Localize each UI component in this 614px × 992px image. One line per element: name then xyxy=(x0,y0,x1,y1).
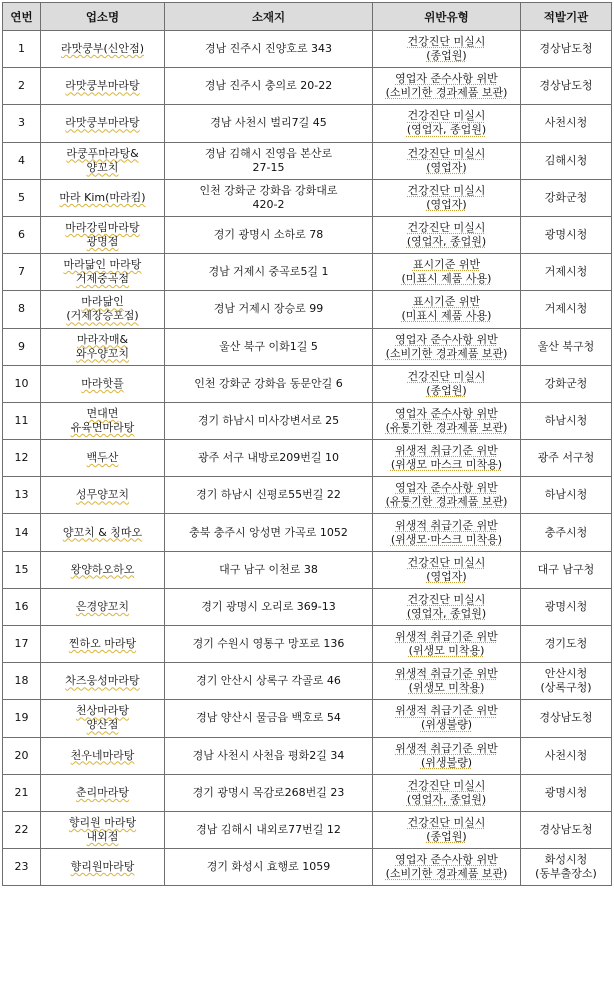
cell-address xyxy=(165,514,373,551)
cell-violation-text: 위생적 취급기준 위반 (위생모·마스크 미착용) xyxy=(390,518,503,546)
cell-agency xyxy=(521,737,612,774)
table-row xyxy=(3,588,612,625)
cell-address xyxy=(165,700,373,737)
cell-address xyxy=(165,588,373,625)
cell-violation-text: 건강진단 미실시 (영업자, 종업원) xyxy=(406,221,487,249)
cell-address-text: 경남 거제시 중곡로5길 1 xyxy=(208,265,329,279)
cell-name-text: 라맛쿵부마라탕 xyxy=(65,79,140,93)
table-row xyxy=(3,774,612,811)
cell-address-text: 광주 서구 내방로209번길 10 xyxy=(197,451,340,465)
cell-name xyxy=(41,31,165,68)
table-row xyxy=(3,737,612,774)
table-row xyxy=(3,179,612,216)
cell-no xyxy=(3,588,41,625)
cell-name xyxy=(41,142,165,179)
cell-violation-text: 건강진단 미실시 (영업자, 종업원) xyxy=(406,109,487,137)
cell-violation xyxy=(373,402,521,439)
cell-violation xyxy=(373,849,521,886)
cell-address-text: 경기 안산시 상록구 각골로 46 xyxy=(196,674,341,688)
table-row xyxy=(3,514,612,551)
cell-agency xyxy=(521,31,612,68)
cell-agency-text: 광명시청 xyxy=(544,785,588,799)
cell-no xyxy=(3,31,41,68)
cell-address-text: 경남 김해시 내외로77번길 12 xyxy=(196,823,341,837)
cell-agency-text: 경기도청 xyxy=(544,637,588,651)
cell-agency-text: 광명시청 xyxy=(544,599,588,613)
cell-name xyxy=(41,514,165,551)
cell-name-text: 은경양꼬치 xyxy=(75,599,130,613)
cell-address-text: 경남 진주시 충의로 20-22 xyxy=(204,79,333,93)
cell-no xyxy=(3,514,41,551)
cell-agency xyxy=(521,216,612,253)
cell-violation xyxy=(373,737,521,774)
cell-agency-text: 거제시청 xyxy=(544,265,588,279)
cell-agency-text: 화성시청 (동부출장소) xyxy=(535,853,597,881)
cell-no xyxy=(3,179,41,216)
cell-violation-text: 건강진단 미실시 (영업자) xyxy=(407,146,486,174)
table-row xyxy=(3,477,612,514)
cell-no-text: 11 xyxy=(14,413,29,427)
cell-name-text: 천우네마라탕 xyxy=(70,748,135,762)
cell-name-text: 라맛쿵부마라탕 xyxy=(65,116,140,130)
cell-no-text: 13 xyxy=(14,488,29,502)
cell-address-text: 경남 사천시 벌리7길 45 xyxy=(210,116,327,130)
cell-no-text: 20 xyxy=(14,748,29,762)
cell-no-text: 14 xyxy=(14,525,29,539)
cell-agency-text: 광주 서구청 xyxy=(537,451,595,465)
table-row xyxy=(3,254,612,291)
cell-violation xyxy=(373,365,521,402)
table-row xyxy=(3,849,612,886)
cell-address xyxy=(165,626,373,663)
cell-address-text: 경남 거제시 장승로 99 xyxy=(213,302,324,316)
cell-no-text: 17 xyxy=(14,637,29,651)
cell-agency-text: 대구 남구청 xyxy=(537,562,595,576)
cell-agency-text: 사천시청 xyxy=(544,748,588,762)
cell-address xyxy=(165,737,373,774)
cell-agency-text: 하남시청 xyxy=(544,488,588,502)
cell-violation-text: 건강진단 미실시 (영업자) xyxy=(407,555,486,583)
cell-no xyxy=(3,477,41,514)
cell-agency xyxy=(521,440,612,477)
cell-violation-text: 건강진단 미실시 (영업자) xyxy=(407,183,486,211)
cell-agency xyxy=(521,626,612,663)
cell-agency-text: 경상남도청 xyxy=(539,42,593,56)
violation-table xyxy=(2,2,612,886)
cell-address-text: 울산 북구 이화1길 5 xyxy=(219,339,318,353)
cell-address xyxy=(165,477,373,514)
cell-no-text: 4 xyxy=(18,153,25,167)
cell-address xyxy=(165,216,373,253)
cell-name-text: 찐하오 마라탕 xyxy=(68,637,137,651)
cell-address-text: 경기 광명시 목감로268번길 23 xyxy=(192,785,345,799)
cell-address-text: 경기 하남시 미사강변서로 25 xyxy=(197,413,340,427)
cell-name-text: 마라닮인 (거제장승포점) xyxy=(66,295,139,323)
cell-no xyxy=(3,254,41,291)
cell-no xyxy=(3,328,41,365)
cell-agency-text: 경상남도청 xyxy=(539,79,593,93)
cell-agency-text: 울산 북구청 xyxy=(537,339,595,353)
cell-agency xyxy=(521,588,612,625)
cell-violation-text: 표시기준 위반 (미표시 제품 사용) xyxy=(401,258,492,286)
cell-no xyxy=(3,402,41,439)
cell-name xyxy=(41,849,165,886)
cell-no xyxy=(3,105,41,142)
cell-agency xyxy=(521,365,612,402)
cell-no xyxy=(3,737,41,774)
header-agency: 적발기관 xyxy=(521,3,612,31)
table-row xyxy=(3,365,612,402)
cell-name xyxy=(41,663,165,700)
cell-name xyxy=(41,365,165,402)
cell-address-text: 인천 강화군 강화읍 강화대로 420-2 xyxy=(199,183,338,211)
cell-name-text: 천상마라탕 양산점 xyxy=(75,704,130,732)
cell-no-text: 18 xyxy=(14,674,29,688)
cell-name xyxy=(41,811,165,848)
cell-no-text: 19 xyxy=(14,711,29,725)
table-row xyxy=(3,31,612,68)
cell-violation xyxy=(373,328,521,365)
cell-agency-text: 경상남도청 xyxy=(539,823,593,837)
cell-agency-text: 안산시청 (상록구청) xyxy=(540,667,592,695)
cell-agency xyxy=(521,663,612,700)
cell-violation xyxy=(373,626,521,663)
table-body xyxy=(3,31,612,886)
cell-violation xyxy=(373,588,521,625)
cell-violation-text: 위생적 취급기준 위반 (위생모 미착용) xyxy=(395,630,498,658)
cell-no-text: 1 xyxy=(18,42,25,56)
cell-address-text: 경남 진주시 진양호로 343 xyxy=(204,42,333,56)
cell-no xyxy=(3,626,41,663)
table-row xyxy=(3,216,612,253)
cell-agency xyxy=(521,774,612,811)
cell-address-text: 경기 광명시 오리로 369-13 xyxy=(201,599,336,613)
cell-agency-text: 하남시청 xyxy=(544,413,588,427)
cell-address xyxy=(165,254,373,291)
cell-no xyxy=(3,849,41,886)
cell-address xyxy=(165,328,373,365)
cell-no xyxy=(3,142,41,179)
cell-name-text: 마라강림마라탕 광명점 xyxy=(65,221,140,249)
cell-no-text: 23 xyxy=(14,860,29,874)
cell-address xyxy=(165,774,373,811)
cell-no-text: 2 xyxy=(18,79,25,93)
cell-agency xyxy=(521,811,612,848)
cell-violation xyxy=(373,700,521,737)
cell-agency-text: 사천시청 xyxy=(544,116,588,130)
cell-name xyxy=(41,105,165,142)
cell-name xyxy=(41,551,165,588)
cell-address xyxy=(165,105,373,142)
cell-violation-text: 위생적 취급기준 위반 (위생불량) xyxy=(395,704,498,732)
cell-address-text: 경남 양산시 물금읍 백호로 54 xyxy=(196,711,341,725)
header-name: 업소명 xyxy=(41,3,165,31)
cell-address xyxy=(165,142,373,179)
cell-name xyxy=(41,179,165,216)
cell-name xyxy=(41,737,165,774)
cell-no-text: 10 xyxy=(14,376,29,390)
cell-name-text: 면대면 유육면마라탕 xyxy=(70,406,135,434)
cell-name xyxy=(41,254,165,291)
cell-violation-text: 영업자 준수사항 위반 (소비기한 경과제품 보관) xyxy=(385,332,508,360)
cell-no-text: 5 xyxy=(18,190,25,204)
cell-address xyxy=(165,663,373,700)
cell-agency-text: 강화군청 xyxy=(544,376,588,390)
cell-address-text: 경남 김해시 진영읍 본산로 27-15 xyxy=(204,146,333,174)
cell-agency xyxy=(521,402,612,439)
table-row xyxy=(3,551,612,588)
cell-no-text: 3 xyxy=(18,116,25,130)
cell-address xyxy=(165,68,373,105)
cell-violation xyxy=(373,663,521,700)
cell-name xyxy=(41,68,165,105)
cell-agency xyxy=(521,551,612,588)
table-row xyxy=(3,328,612,365)
cell-address xyxy=(165,440,373,477)
cell-agency xyxy=(521,105,612,142)
cell-address xyxy=(165,849,373,886)
cell-no xyxy=(3,291,41,328)
cell-name-text: 마라 Kim(마라킴) xyxy=(59,190,146,204)
cell-violation xyxy=(373,440,521,477)
cell-violation xyxy=(373,774,521,811)
cell-agency-text: 광명시청 xyxy=(544,228,588,242)
cell-address xyxy=(165,365,373,402)
cell-violation-text: 위생적 취급기준 위반 (위생모 마스크 미착용) xyxy=(390,444,503,472)
cell-no xyxy=(3,216,41,253)
cell-violation-text: 영업자 준수사항 위반 (소비기한 경과제품 보관) xyxy=(385,853,508,881)
table-row xyxy=(3,440,612,477)
cell-violation-text: 건강진단 미실시 (종업원) xyxy=(407,369,486,397)
cell-violation-text: 건강진단 미실시 (종업원) xyxy=(407,35,486,63)
cell-address xyxy=(165,291,373,328)
cell-no xyxy=(3,811,41,848)
cell-violation xyxy=(373,811,521,848)
cell-no xyxy=(3,551,41,588)
cell-violation-text: 영업자 준수사항 위반 (유통기한 경과제품 보관) xyxy=(385,406,508,434)
cell-agency xyxy=(521,291,612,328)
cell-agency-text: 강화군청 xyxy=(544,190,588,204)
cell-address-text: 경남 사천시 사천읍 평화2길 34 xyxy=(192,748,345,762)
cell-violation-text: 건강진단 미실시 (종업원) xyxy=(407,816,486,844)
cell-no-text: 22 xyxy=(14,823,29,837)
cell-name xyxy=(41,477,165,514)
cell-name xyxy=(41,626,165,663)
table-row xyxy=(3,663,612,700)
cell-name xyxy=(41,700,165,737)
cell-violation xyxy=(373,216,521,253)
cell-no-text: 12 xyxy=(14,451,29,465)
cell-no-text: 7 xyxy=(18,265,25,279)
cell-no-text: 16 xyxy=(14,599,29,613)
cell-violation xyxy=(373,477,521,514)
cell-violation xyxy=(373,142,521,179)
cell-violation-text: 건강진단 미실시 (영업자, 종업원) xyxy=(406,778,487,806)
cell-violation xyxy=(373,31,521,68)
table-row xyxy=(3,291,612,328)
cell-no xyxy=(3,700,41,737)
header-row xyxy=(3,3,612,31)
cell-address-text: 경기 수원시 영통구 망포로 136 xyxy=(192,637,345,651)
cell-address-text: 대구 남구 이천로 38 xyxy=(219,562,318,576)
cell-name-text: 양꼬치 & 칭따오 xyxy=(62,525,143,539)
cell-name xyxy=(41,291,165,328)
cell-no xyxy=(3,774,41,811)
cell-violation xyxy=(373,68,521,105)
cell-agency xyxy=(521,179,612,216)
cell-agency-text: 충주시청 xyxy=(544,525,588,539)
cell-agency-text: 거제시청 xyxy=(544,302,588,316)
cell-name-text: 왕양하오하오 xyxy=(70,562,135,576)
cell-address xyxy=(165,402,373,439)
cell-name xyxy=(41,402,165,439)
cell-name-text: 라쿵푸마라탕& 양꼬치 xyxy=(66,146,139,174)
cell-name-text: 마라핫플 xyxy=(81,376,124,390)
cell-name-text: 라맛쿵부(신안점) xyxy=(61,42,144,56)
cell-violation-text: 영업자 준수사항 위반 (소비기한 경과제품 보관) xyxy=(385,72,508,100)
cell-no xyxy=(3,663,41,700)
cell-no-text: 6 xyxy=(18,228,25,242)
cell-violation xyxy=(373,514,521,551)
cell-address-text: 충북 충주시 앙성면 가곡로 1052 xyxy=(189,525,348,539)
cell-name xyxy=(41,328,165,365)
cell-name-text: 성무양꼬치 xyxy=(75,488,130,502)
cell-agency xyxy=(521,68,612,105)
cell-agency xyxy=(521,849,612,886)
cell-violation-text: 위생적 취급기준 위반 (위생불량) xyxy=(395,741,498,769)
cell-agency xyxy=(521,514,612,551)
cell-agency-text: 경상남도청 xyxy=(539,711,593,725)
cell-no-text: 15 xyxy=(14,562,29,576)
cell-violation-text: 건강진단 미실시 (영업자, 종업원) xyxy=(406,592,487,620)
cell-name xyxy=(41,216,165,253)
table-row xyxy=(3,68,612,105)
cell-address-text: 인천 강화군 강화읍 동문안길 6 xyxy=(194,376,343,390)
cell-name-text: 마라닮인 마라탕 거제중곡점 xyxy=(63,258,142,286)
cell-violation-text: 영업자 준수사항 위반 (유통기한 경과제품 보관) xyxy=(385,481,508,509)
table-row xyxy=(3,142,612,179)
cell-name-text: 마라자매& 와우양꼬치 xyxy=(75,332,130,360)
cell-name-text: 차즈웅성마라탕 xyxy=(65,674,140,688)
cell-violation xyxy=(373,179,521,216)
table-row xyxy=(3,811,612,848)
cell-name xyxy=(41,440,165,477)
cell-no xyxy=(3,440,41,477)
cell-agency xyxy=(521,477,612,514)
cell-address xyxy=(165,811,373,848)
table-row xyxy=(3,700,612,737)
cell-no-text: 8 xyxy=(18,302,25,316)
header-no: 연번 xyxy=(3,3,41,31)
cell-no-text: 9 xyxy=(18,339,25,353)
table-row xyxy=(3,626,612,663)
cell-violation xyxy=(373,254,521,291)
cell-address-text: 경기 광명시 소하로 78 xyxy=(213,228,324,242)
cell-no xyxy=(3,68,41,105)
cell-no xyxy=(3,365,41,402)
table-row xyxy=(3,402,612,439)
cell-address xyxy=(165,179,373,216)
cell-name xyxy=(41,588,165,625)
cell-name-text: 백두산 xyxy=(86,451,119,465)
cell-address-text: 경기 화성시 효행로 1059 xyxy=(206,860,331,874)
cell-name xyxy=(41,774,165,811)
header-violation: 위반유형 xyxy=(373,3,521,31)
cell-name-text: 향리원마라탕 xyxy=(70,860,135,874)
cell-violation-text: 위생적 취급기준 위반 (위생모 미착용) xyxy=(395,667,498,695)
cell-violation xyxy=(373,551,521,588)
cell-name-text: 향리원 마라탕 내외점 xyxy=(68,816,137,844)
cell-violation xyxy=(373,105,521,142)
cell-agency xyxy=(521,254,612,291)
cell-violation-text: 표시기준 위반 (미표시 제품 사용) xyxy=(401,295,492,323)
table-row xyxy=(3,105,612,142)
cell-name-text: 춘리마라탕 xyxy=(75,785,130,799)
header-address: 소재지 xyxy=(165,3,373,31)
cell-agency xyxy=(521,700,612,737)
cell-agency xyxy=(521,142,612,179)
cell-no-text: 21 xyxy=(14,785,29,799)
cell-agency-text: 김해시청 xyxy=(544,153,588,167)
cell-address xyxy=(165,31,373,68)
cell-agency xyxy=(521,328,612,365)
cell-violation xyxy=(373,291,521,328)
cell-address-text: 경기 하남시 신평로55번길 22 xyxy=(196,488,341,502)
cell-address xyxy=(165,551,373,588)
